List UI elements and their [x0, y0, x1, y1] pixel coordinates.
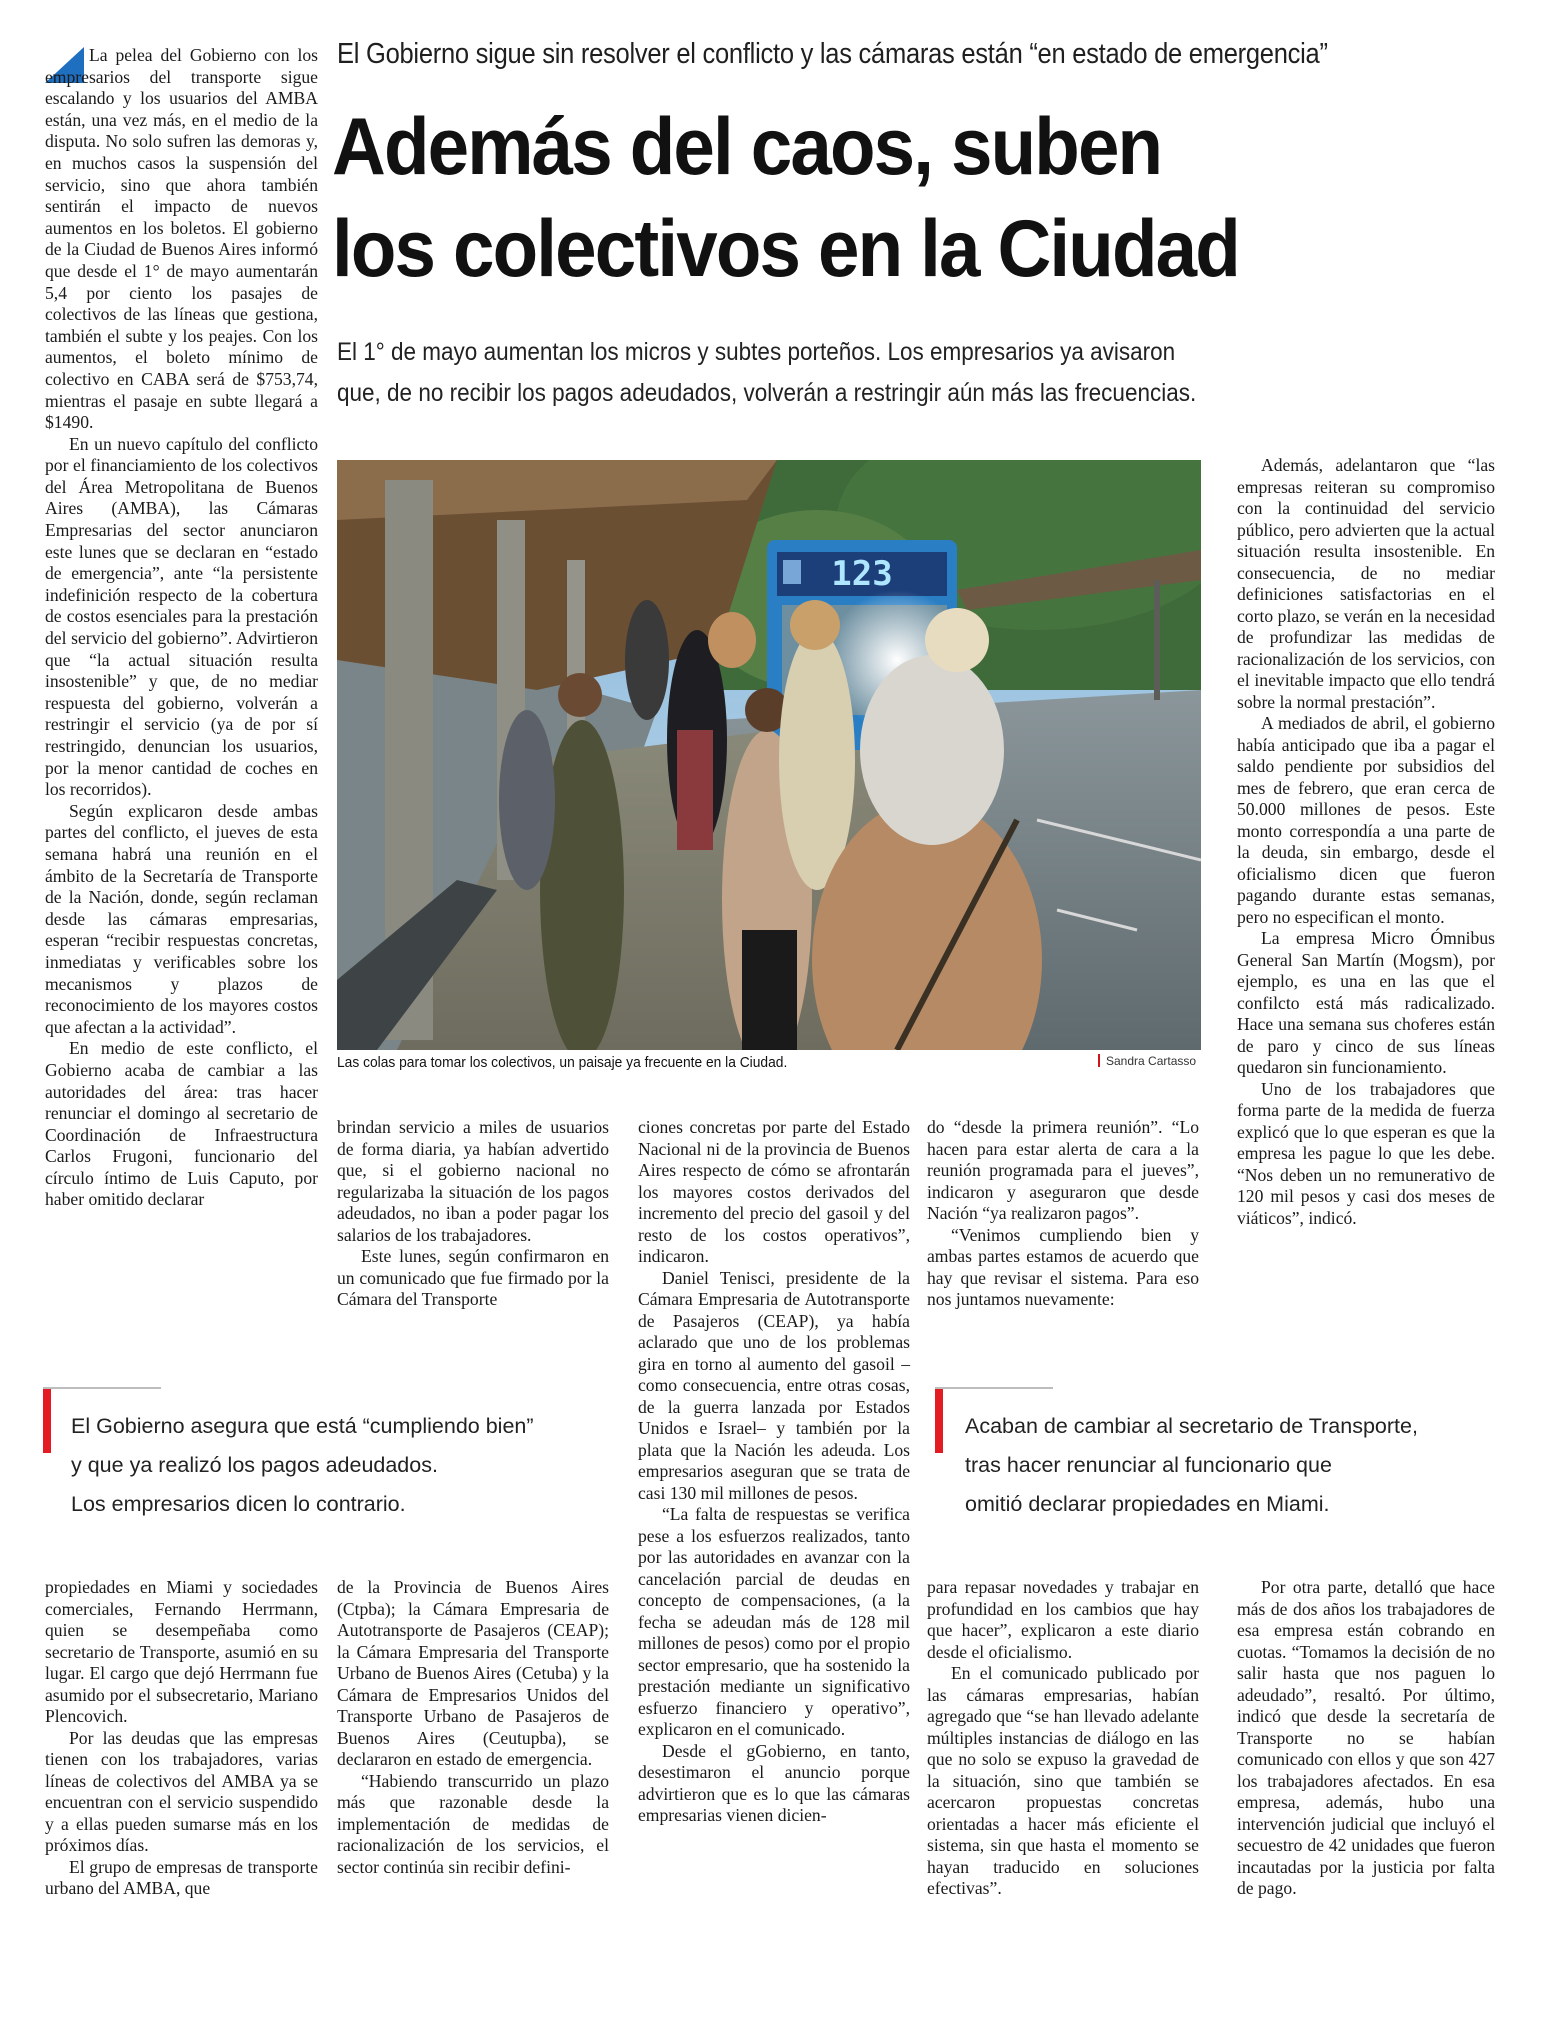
column-mid-3: [927, 1117, 1199, 1311]
bus-route-number: 123: [831, 554, 893, 594]
accessibility-icon: [783, 560, 801, 584]
credit-bar: [1098, 1054, 1100, 1067]
pull-quote-line: El Gobierno asegura que está “cumpliendo bien”: [71, 1414, 534, 1438]
paragraph: En el comunicado publicado por las cámaras empresarias, habían agregado que “se han llevado adelante múltiples instancias de diálogo en las que no solo se expuso la gravedad de la situación, sino que también se acercaron propuestas concretas orientadas a hacer más eficiente el sistema, sin que hasta el momento se hayan traducido en soluciones efectivas”.: [927, 1663, 1199, 1898]
paragraph: “Habiendo transcurrido un plazo más que razonable desde la implementación de medidas de racionalización de los servicios, el sector continúa sin recibir defini-: [337, 1770, 609, 1877]
column-bottom-1: [45, 1577, 318, 1900]
paragraph: para repasar novedades y trabajar en profundidad en los cambios que hay que hacer”, explicaron a este diario desde el oficialismo.: [927, 1577, 1199, 1662]
paragraph: A mediados de abril, el gobierno había anticipado que iba a pagar el saldo pendiente por subsidios del mes de febrero, que eran cerca de 50.000 millones de pesos. Este monto correspondía a una parte de la deuda, sin embargo, desde el oficialismo dicen que fueron pagando durante estas semanas, pero no especifican el monto.: [1237, 713, 1495, 927]
pull-quote-right: [935, 1387, 1515, 1537]
pull-quote-line: Acaban de cambiar al secretario de Transporte,: [965, 1414, 1418, 1438]
kicker: El Gobierno sigue sin resolver el conflicto y las cámaras están “en estado de emergencia”: [337, 38, 1328, 70]
pull-quote-line: tras hacer renunciar al funcionario que: [965, 1453, 1332, 1477]
paragraph: La empresa Micro Ómnibus General San Martín (Mogsm), por ejemplo, es una en las que el confilcto está más radicalizado. Hace una semana sus choferes están de paro y cinco de sus líneas quedaron sin funcionamiento.: [1237, 928, 1495, 1077]
paragraph: Uno de los trabajadores que forma parte de la medida de fuerza explicó que lo que esperan es que la empresa les pague lo que les debe. “Nos deben un no remunerativo de 120 mil pesos y casi dos meses de viáticos”, indicó.: [1237, 1078, 1495, 1228]
paragraph: Además, adelantaron que “las empresas reiteran su compromiso con la continuidad del servicio público, pero advierten que la actual situación resulta insostenible. En consecuencia, de no mediar definiciones satisfactorias en el corto plazo, se verán en la necesidad de profundizar las medidas de racionalización de los servicios, con el inevitable impacto que ello tendrá sobre la normal prestación”.: [1237, 455, 1495, 712]
paragraph: do “desde la primera reunión”. “Lo hacen para estar alerta de cara a la reunión programada para el jueves”, indicaron y aseguraron que desde Nación “ya realizaron pagos”.: [927, 1117, 1199, 1223]
paragraph: ciones concretas por parte del Estado Nacional ni de la provincia de Buenos Aires respecto de cómo se afrontarán los mayores costos derivados del incremento del precio del gasoil y del resto de los costos operativos”, indicaron.: [638, 1117, 910, 1266]
pull-quote-line: y que ya realizó los pagos adeudados.: [71, 1453, 438, 1477]
photo-credit: [1098, 1054, 1196, 1068]
paragraph: El grupo de empresas de transporte urbano del AMBA, que: [45, 1856, 318, 1898]
paragraph: Desde el gGobierno, en tanto, desestimaron el anuncio porque advirtieron que es lo que las cámaras empresarias vienen dicien-: [638, 1740, 910, 1825]
pull-quote-line: Los empresarios dicen lo contrario.: [71, 1492, 406, 1516]
column-mid-2: [638, 1117, 910, 1827]
pull-quote-red-bar: [935, 1389, 943, 1453]
paragraph: Según explicaron desde ambas partes del conflicto, el jueves de esta semana habrá una reunión en el ámbito de la Secretaría de Transporte de la Nación, donde, según reclaman desde las cámaras empresarias, esperan “recibir respuestas concretas, inmediatas y verificables sobre los mecanismos y plazos de reconocimiento de los mayores costos que afectan a la actividad”.: [45, 800, 318, 1037]
column-right: [1237, 455, 1495, 1229]
paragraph: En medio de este conflicto, el Gobierno acaba de cambiar a las autoridades del área: tras hacer renunciar el domingo al secretario de Coordinación de Infraestructura Carlos Frugoni, funcionario del círculo íntimo de Luis Caputo, por haber omitido declarar: [45, 1038, 318, 1210]
deck-line-1: El 1° de mayo aumentan los micros y subtes porteños. Los empresarios ya avisaron: [337, 338, 1176, 366]
paragraph: propiedades en Miami y sociedades comerciales, Fernando Herrmann, quien se desempeñaba como secretario de Transporte, asumió en su lugar. El cargo que dejó Herrmann fue asumido por el subsecretario, Mariano Plencovich.: [45, 1577, 318, 1726]
pull-quote-red-bar: [43, 1389, 51, 1453]
column-bottom-4: [927, 1577, 1199, 1900]
column-left: [45, 45, 318, 1211]
photo-bus-queue: [337, 460, 1201, 1050]
headline-line-2: los colectivos en la Ciudad: [332, 204, 1239, 294]
column-bottom-2: [337, 1577, 609, 1878]
column-bottom-5: [1237, 1577, 1495, 1900]
headline: [332, 96, 1482, 300]
paragraph: de la Provincia de Buenos Aires (Ctpba); la Cámara Empresaria de Autotransporte de Pasajeros (CEAP); la Cámara Empresaria del Transporte Urbano de Buenos Aires (Cetuba) y la Cámara de Empresarios Unidos del Transporte Urbano de Pasajeros de Buenos Aires (Ceutupba), se declararon en estado de emergencia.: [337, 1577, 609, 1769]
paragraph: Daniel Tenisci, presidente de la Cámara Empresaria de Autotransporte de Pasajeros (CEAP), ya había aclarado que uno de los problemas gira en torno al aumento del gasoil –como consecuencia, entre otras cosas, de la guerra lanzada por Estados Unidos e Israel– y también por la plata que la Nación les adeuda. Los empresarios aseguran que se trata de casi 130 mil millones de pesos.: [638, 1267, 910, 1503]
paragraph: “La falta de respuestas se verifica pese a los esfuerzos realizados, tanto por las autoridades en avanzar con la cancelación parcial de deudas en concepto de compensaciones, (a la fecha se adeudan más de 128 mil millones de pesos) como por el propio sector empresario, que ha sostenido la prestación mediante un significativo esfuerzo financiero y operativo”, explicaron en el comunicado.: [638, 1504, 910, 1739]
paragraph: Por otra parte, detalló que hace más de dos años los trabajadores de esa empresa están cobrando en cuotas. “Tomamos la decisión de no salir hasta que nos paguen lo adeudado”, resaltó. Por último, indicó que desde la secretaría de Transporte no se habían comunicado con ellos y que son 427 los trabajadores afectados. En esa empresa, además, hubo una intervención judicial que incluyó el secuestro de 42 unidades que fueron incautadas por la justicia por falta de pago.: [1237, 1577, 1495, 1898]
pull-quote-rule: [43, 1387, 161, 1389]
pull-quote-line: omitió declarar propiedades en Miami.: [965, 1492, 1330, 1516]
headline-line-1: Además del caos, suben: [332, 102, 1162, 192]
paragraph: “Venimos cumpliendo bien y ambas partes estamos de acuerdo que hay que revisar el sistema. Para eso nos juntamos nuevamente:: [927, 1224, 1199, 1309]
paragraph: La pelea del Gobierno con los empresarios del transporte sigue escalando y los usuarios del AMBA están, una vez más, en el medio de la disputa. No solo sufren las demoras y, en muchos casos la suspensión del servicio, sino que ahora también sentirán el impacto de nuevos aumentos en los boletos. El gobierno de la Ciudad de Buenos Aires informó que desde el 1° de mayo aumentarán 5,4 por ciento los pasajes de colectivos de las líneas que gestiona, también el subte y los peajes. Con los aumentos, el boleto mínimo de colectivo en CABA será de $753,74, mientras el pasaje en subte llegará a $1490.: [45, 45, 318, 433]
column-mid-1: [337, 1117, 609, 1311]
photo-caption: Las colas para tomar los colectivos, un paisaje ya frecuente en la Ciudad.: [337, 1054, 788, 1071]
photo-illustration: [337, 460, 1201, 1050]
deck: [337, 332, 1462, 414]
paragraph: brindan servicio a miles de usuarios de forma diaria, ya habían advertido que, si el gobierno nacional no regularizaba la situación de los pagos adeudados, no iban a poder pagar los salarios de los trabajadores.: [337, 1117, 609, 1245]
pull-quote-rule: [935, 1387, 1053, 1389]
paragraph: Por las deudas que las empresas tienen con los trabajadores, varias líneas de colectivos del AMBA ya se encuentran con el servicio suspendido y a ellas pueden sumarse más en los próximos días.: [45, 1727, 318, 1855]
paragraph: Este lunes, según confirmaron en un comunicado que fue firmado por la Cámara del Transporte: [337, 1246, 609, 1309]
pull-quote-left: [43, 1387, 623, 1537]
photo-credit-name: Sandra Cartasso: [1106, 1054, 1197, 1068]
deck-line-2: que, de no recibir los pagos adeudados, volverán a restringir aún más las frecuencias.: [337, 379, 1197, 407]
paragraph: En un nuevo capítulo del conflicto por el financiamiento de los colectivos del Área Metropolitana de Buenos Aires (AMBA), las Cámaras Empresarias del sector anunciaron este lunes que se declaran en “estado de emergencia”, ante “la persistente indefinición respecto de la cobertura de costos esenciales para la prestación del servicio del gobierno”. Advirtieron que “la actual situación resulta insostenible” y que, de no mediar respuesta del gobierno, volverán a restringir el servicio (ya de por sí restringido, denuncian los usuarios, por la menor cantidad de coches en los recorridos).: [45, 433, 318, 800]
